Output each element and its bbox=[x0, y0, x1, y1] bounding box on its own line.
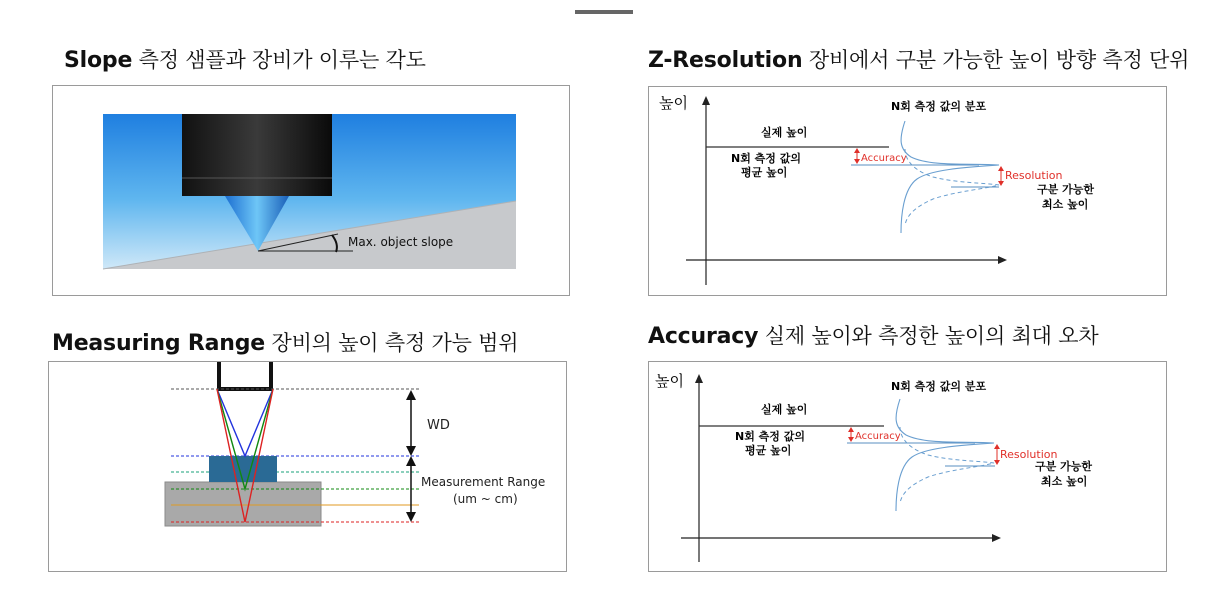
mean-height-label-line2: 평균 높이 bbox=[741, 166, 788, 179]
min-height-label-line1: 구분 가능한 bbox=[1035, 460, 1092, 473]
probe bbox=[219, 362, 271, 389]
slope-title: Slope bbox=[64, 48, 133, 73]
min-height-label-line2: 최소 높이 bbox=[1042, 198, 1089, 211]
range-label-line1: Measurement Range bbox=[421, 475, 546, 489]
accuracy-label: Accuracy bbox=[855, 431, 901, 442]
accuracy-heading bbox=[648, 320, 1098, 350]
accuracy-description: 실제 높이와 측정한 높이의 최대 오차 bbox=[764, 324, 1099, 348]
measuring-range-diagram bbox=[49, 362, 566, 571]
accuracy-label: Accuracy bbox=[861, 153, 907, 164]
measuring-range-description: 장비의 높이 측정 가능 범위 bbox=[271, 331, 519, 355]
min-height-label-line1: 구분 가능한 bbox=[1037, 183, 1094, 196]
resolution-label: Resolution bbox=[1000, 448, 1058, 461]
accuracy-panel bbox=[648, 361, 1167, 572]
z-resolution-description: 장비에서 구분 가능한 높이 방향 측정 단위 bbox=[808, 48, 1190, 72]
wd-label: WD bbox=[427, 418, 450, 433]
y-axis-label: 높이 bbox=[659, 94, 688, 112]
slope-description: 측정 샘플과 장비가 이루는 각도 bbox=[138, 48, 426, 72]
accuracy-diagram bbox=[649, 362, 1166, 571]
slope-panel bbox=[52, 85, 570, 296]
z-resolution-diagram bbox=[649, 87, 1166, 295]
z-resolution-heading bbox=[648, 44, 1189, 74]
resolution-label: Resolution bbox=[1005, 169, 1063, 182]
actual-height-label: 실제 높이 bbox=[761, 403, 808, 416]
slope-heading bbox=[64, 44, 426, 74]
slope-diagram bbox=[53, 86, 569, 295]
top-divider bbox=[575, 10, 633, 14]
measuring-range-panel bbox=[48, 361, 567, 572]
measuring-range-title: Measuring Range bbox=[52, 331, 265, 356]
sample-object bbox=[209, 456, 277, 482]
x-axis-arrow bbox=[992, 534, 1001, 542]
range-label-line2: (um ~ cm) bbox=[453, 492, 518, 506]
measuring-range-heading bbox=[52, 327, 518, 357]
z-resolution-title: Z-Resolution bbox=[648, 48, 803, 73]
max-slope-label: Max. object slope bbox=[348, 235, 454, 249]
distribution-curve bbox=[896, 399, 994, 511]
y-axis-label: 높이 bbox=[655, 372, 684, 390]
accuracy-title: Accuracy bbox=[648, 324, 759, 349]
z-resolution-panel bbox=[648, 86, 1167, 296]
mean-height-label-line1: N회 측정 값의 bbox=[735, 430, 805, 443]
x-axis-arrow bbox=[998, 256, 1007, 264]
y-axis-arrow bbox=[702, 96, 710, 105]
y-axis-arrow bbox=[695, 374, 703, 383]
objective-lens bbox=[182, 114, 332, 196]
distribution-label: N회 측정 값의 분포 bbox=[891, 100, 987, 113]
actual-height-label: 실제 높이 bbox=[761, 126, 808, 139]
distribution-label: N회 측정 값의 분포 bbox=[891, 380, 987, 393]
blue-ray bbox=[217, 389, 273, 456]
mean-height-label-line2: 평균 높이 bbox=[745, 444, 792, 457]
min-height-label-line2: 최소 높이 bbox=[1041, 475, 1088, 488]
distribution-curve bbox=[901, 121, 999, 233]
mean-height-label-line1: N회 측정 값의 bbox=[731, 152, 801, 165]
